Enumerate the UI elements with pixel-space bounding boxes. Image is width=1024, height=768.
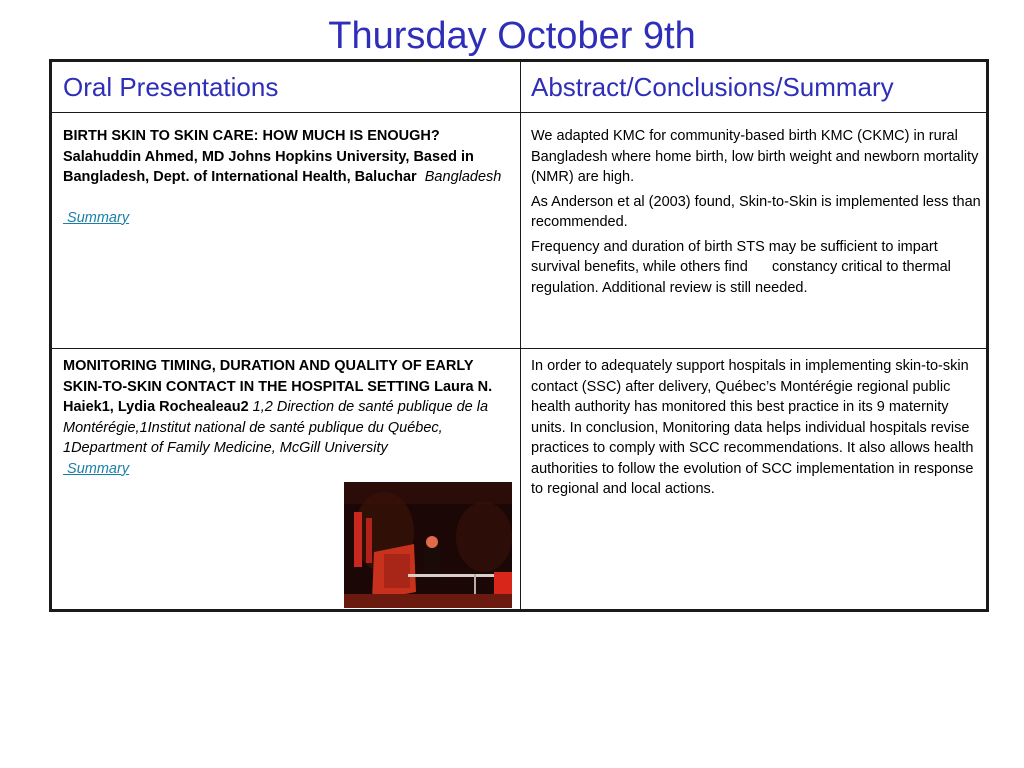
summary-link[interactable]: Summary	[67, 209, 130, 226]
column-header-abstract: Abstract/Conclusions/Summary	[531, 72, 894, 102]
page-title: Thursday October 9th	[328, 15, 696, 57]
presentation-photo	[344, 482, 512, 608]
row-divider	[52, 348, 986, 349]
presentation-location: Bangladesh	[424, 169, 502, 185]
presentation-title: MONITORING TIMING, DURATION AND QUALITY OF EARLY SKIN-TO-SKIN CONTACT IN THE HOSPITAL SETTING Laura N. Haiek1, Lydia Rochealeau2	[63, 358, 493, 415]
presentation-affiliation: 1,2 Direction de santé publique de la Montérégie,1Institut national de santé publique du Québec, 1Department of Family Medicine, McGill University	[63, 399, 489, 456]
presentation-title: BIRTH SKIN TO SKIN CARE: HOW MUCH IS ENOUGH? Salahuddin Ahmed, MD Johns Hopkins University, Based in Bangladesh, Dept. of International Health, Baluchar	[63, 128, 474, 185]
summary-link[interactable]: Summary	[67, 460, 130, 477]
column-divider	[520, 62, 521, 609]
schedule-table	[49, 59, 989, 612]
abstract-paragraph: As Anderson et al (2003) found, Skin-to-Skin is implemented less than recommended.	[531, 193, 981, 230]
abstract-paragraph: Frequency and duration of birth STS may be sufficient to impart survival benefits, while others find constancy critical to thermal regulation. Additional review is still needed.	[531, 238, 955, 296]
abstract-paragraph: We adapted KMC for community-based birth KMC (CKMC) in rural Bangladesh where home birth, low birth weight and newborn mortality (NMR) are high.	[531, 128, 979, 185]
presentation-cell-2	[63, 356, 493, 479]
abstract-cell-1	[531, 126, 981, 302]
presentation-cell-1	[63, 126, 511, 228]
abstract-paragraph: In order to adequately support hospitals in implementing skin-to-skin contact (SSC) after delivery, Québec’s Montérégie regional public health authority has monitored this best practice in its 9 maternity units. In conclusion, Monitoring data helps individual hospitals revise practices to comply with SCC recommendations. It also allows health authorities to follow the evolution of SCC implementation in response to regional and local actions.	[531, 358, 974, 497]
abstract-cell-2	[531, 356, 981, 504]
header-divider	[52, 112, 986, 113]
column-header-oral-presentations: Oral Presentations	[63, 72, 279, 102]
